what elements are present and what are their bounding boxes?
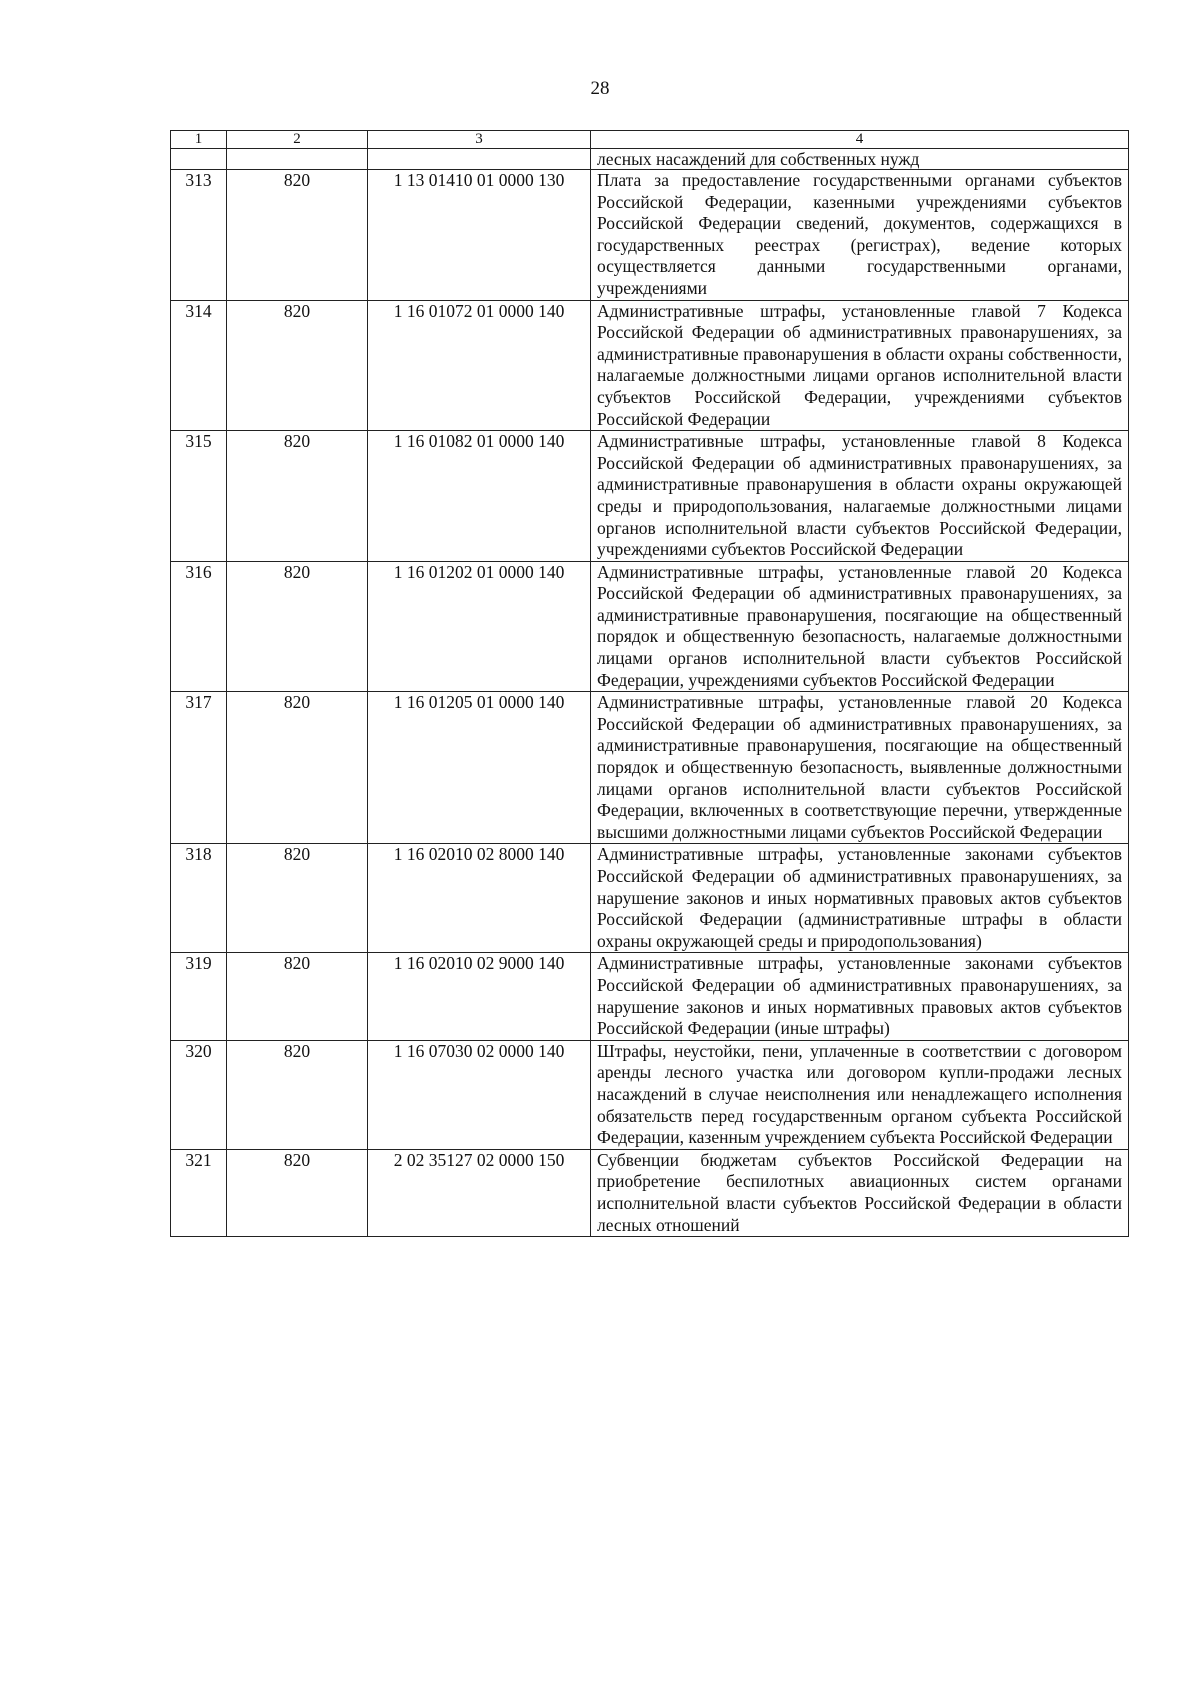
revenue-code: 1 16 01072 01 0000 140 (368, 300, 591, 431)
revenue-code: 2 02 35127 02 0000 150 (368, 1149, 591, 1236)
revenue-description: лесных насаждений для собственных нужд (591, 149, 1129, 170)
header-col-4: 4 (591, 131, 1129, 149)
row-number: 318 (171, 844, 227, 953)
admin-code (227, 149, 368, 170)
header-col-1: 1 (171, 131, 227, 149)
revenue-code: 1 16 01082 01 0000 140 (368, 431, 591, 562)
revenue-description: Административные штрафы, установленные законами субъектов Российской Федерации об административных правонарушениях, за нарушение законов и иных нормативных правовых актов субъектов Российской Федерации (иные штрафы) (591, 953, 1129, 1040)
row-number: 320 (171, 1040, 227, 1149)
admin-code: 820 (227, 692, 368, 844)
table-row (171, 844, 1129, 953)
admin-code: 820 (227, 300, 368, 431)
revenue-code (368, 149, 591, 170)
row-number (171, 149, 227, 170)
row-number: 313 (171, 170, 227, 301)
table-row (171, 1149, 1129, 1236)
row-number: 315 (171, 431, 227, 562)
table-row (171, 431, 1129, 562)
table-row (171, 561, 1129, 692)
table-row (171, 692, 1129, 844)
header-col-2: 2 (227, 131, 368, 149)
revenue-description: Административные штрафы, установленные главой 8 Кодекса Российской Федерации об административных правонарушениях, за административные правонарушения в области охраны окружающей среды и природопользования, налагаемые должностными лицами органов исполнительной власти субъектов Российской Федерации, учреждениями субъектов Российской Федерации (591, 431, 1129, 562)
table-row (171, 170, 1129, 301)
revenue-code: 1 16 01205 01 0000 140 (368, 692, 591, 844)
table-row (171, 300, 1129, 431)
revenue-code: 1 13 01410 01 0000 130 (368, 170, 591, 301)
revenue-description: Административные штрафы, установленные законами субъектов Российской Федерации об административных правонарушениях, за нарушение законов и иных нормативных правовых актов субъектов Российской Федерации (административные штрафы в области охраны окружающей среды и природопользования) (591, 844, 1129, 953)
table-body (171, 149, 1129, 1237)
budget-codes-table (170, 130, 1129, 1237)
admin-code: 820 (227, 431, 368, 562)
admin-code: 820 (227, 953, 368, 1040)
admin-code: 820 (227, 1040, 368, 1149)
revenue-description: Административные штрафы, установленные главой 7 Кодекса Российской Федерации об административных правонарушениях, за административные правонарушения в области охраны собственности, налагаемые должностными лицами органов исполнительной власти субъектов Российской Федерации, учреждениями субъектов Российской Федерации (591, 300, 1129, 431)
row-number: 319 (171, 953, 227, 1040)
admin-code: 820 (227, 561, 368, 692)
revenue-code: 1 16 01202 01 0000 140 (368, 561, 591, 692)
continuation-row (171, 149, 1129, 170)
revenue-description: Субвенции бюджетам субъектов Российской Федерации на приобретение беспилотных авиационных систем органами исполнительной власти субъектов Российской Федерации в области лесных отношений (591, 1149, 1129, 1236)
header-col-3: 3 (368, 131, 591, 149)
page-number: 28 (590, 78, 610, 99)
table-row (171, 1040, 1129, 1149)
revenue-description: Административные штрафы, установленные главой 20 Кодекса Российской Федерации об административных правонарушениях, за административные правонарушения, посягающие на общественный порядок и общественную безопасность, выявленные должностными лицами органов исполнительной власти субъектов Российской Федерации, включенных в соответствующие перечни, утвержденные высшими должностными лицами субъектов Российской Федерации (591, 692, 1129, 844)
row-number: 317 (171, 692, 227, 844)
revenue-description: Плата за предоставление государственными органами субъектов Российской Федерации, казенными учреждениями субъектов Российской Федерации сведений, документов, содержащихся в государственных реестрах (регистрах), ведение которых осуществляется данными государственными органами, учреждениями (591, 170, 1129, 301)
row-number: 314 (171, 300, 227, 431)
table-row (171, 953, 1129, 1040)
admin-code: 820 (227, 170, 368, 301)
table-header-row (171, 131, 1129, 149)
revenue-code: 1 16 02010 02 8000 140 (368, 844, 591, 953)
revenue-code: 1 16 07030 02 0000 140 (368, 1040, 591, 1149)
admin-code: 820 (227, 844, 368, 953)
admin-code: 820 (227, 1149, 368, 1236)
revenue-code: 1 16 02010 02 9000 140 (368, 953, 591, 1040)
row-number: 316 (171, 561, 227, 692)
revenue-description: Штрафы, неустойки, пени, уплаченные в соответствии с договором аренды лесного участка или договором купли-продажи лесных насаждений в случае неисполнения или ненадлежащего исполнения обязательств перед государственным органом субъекта Российской Федерации, казенным учреждением субъекта Российской Федерации (591, 1040, 1129, 1149)
revenue-description: Административные штрафы, установленные главой 20 Кодекса Российской Федерации об административных правонарушениях, за административные правонарушения, посягающие на общественный порядок и общественную безопасность, налагаемые должностными лицами органов исполнительной власти субъектов Российской Федерации, учреждениями субъектов Российской Федерации (591, 561, 1129, 692)
row-number: 321 (171, 1149, 227, 1236)
